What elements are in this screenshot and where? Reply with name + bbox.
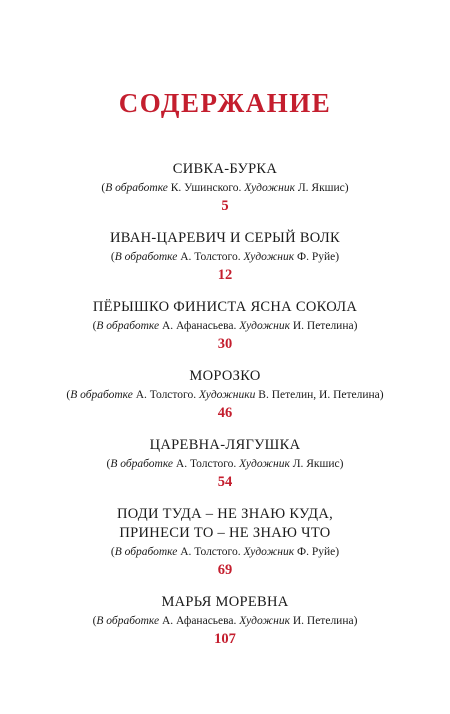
processed-label: В обработке [70, 389, 133, 401]
table-of-contents [0, 160, 450, 662]
story-title: ПЁРЫШКО ФИНИСТА ЯСНА СОКОЛА [92, 299, 358, 315]
processed-by: А. Толстого. [180, 251, 241, 263]
toc-entry[interactable] [0, 367, 450, 422]
processed-by: А. Толстого. [135, 389, 197, 401]
story-credit: (В обработке А. Афанасьева. Художник И. Петелина) [92, 615, 358, 627]
page-number: 46 [217, 405, 233, 421]
story-credit: (В обработке К. Ушинского. Художник Л. Якшис) [101, 182, 349, 194]
story-title: ЦАРЕВНА-ЛЯГУШКА [149, 437, 301, 453]
page-number: 107 [214, 631, 236, 647]
artist-label: Художник [239, 615, 290, 627]
artist-name: Ф. Руйе [297, 546, 336, 558]
story-title: МОРОЗКО [189, 368, 261, 384]
processed-by: А. Афанасьева. [161, 615, 237, 627]
page-number: 54 [217, 474, 233, 490]
story-title: МАРЬЯ МОРЕВНА [161, 594, 289, 610]
artist-label: Художники [198, 389, 256, 401]
story-title: СИВКА-БУРКА [172, 161, 278, 177]
page-number: 12 [217, 267, 233, 283]
artist-label: Художник [244, 182, 295, 194]
page-title: СОДЕРЖАНИЕ [118, 88, 332, 118]
toc-entry[interactable] [0, 298, 450, 353]
artist-name: Ф. Руйе [297, 251, 336, 263]
story-credit: (В обработке А. Толстого. Художник Ф. Руйе) [110, 546, 340, 558]
artist-name: И. Петелина [292, 320, 354, 332]
artist-label: Художник [243, 251, 295, 263]
page-number: 69 [217, 562, 233, 578]
processed-label: В обработке [96, 615, 160, 627]
toc-entry[interactable] [0, 593, 450, 648]
artist-label: Художник [243, 546, 295, 558]
processed-by: А. Толстого. [175, 458, 237, 470]
processed-label: В обработке [110, 458, 174, 470]
artist-name: Л. Якшис [297, 182, 345, 194]
story-title: ИВАН-ЦАРЕВИЧ И СЕРЫЙ ВОЛК [110, 230, 340, 246]
processed-label: В обработке [105, 182, 168, 194]
processed-label: В обработке [96, 320, 160, 332]
story-credit: (В обработке А. Толстого. Художник Л. Якшис) [106, 458, 344, 470]
artist-name: В. Петелин, И. Петелина [258, 389, 380, 401]
processed-by: А. Афанасьева. [161, 320, 237, 332]
artist-label: Художник [239, 458, 290, 470]
page-number: 5 [221, 198, 229, 214]
page-number: 30 [217, 336, 233, 352]
artist-name: И. Петелина [292, 615, 354, 627]
story-credit: (В обработке А. Афанасьева. Художник И. Петелина) [92, 320, 358, 332]
toc-entry[interactable] [0, 505, 450, 579]
story-credit: (В обработке А. Толстого. Художники В. Петелин, И. Петелина) [66, 389, 384, 401]
story-credit: (В обработке А. Толстого. Художник Ф. Руйе) [110, 251, 340, 263]
story-title-line-1: ПОДИ ТУДА – НЕ ЗНАЮ КУДА, [116, 506, 334, 522]
processed-by: К. Ушинского. [170, 182, 242, 194]
story-title-line-2: ПРИНЕСИ ТО – НЕ ЗНАЮ ЧТО [119, 525, 331, 541]
artist-label: Художник [239, 320, 290, 332]
toc-entry[interactable] [0, 160, 450, 215]
processed-by: А. Толстого. [180, 546, 241, 558]
processed-label: В обработке [114, 251, 178, 263]
processed-label: В обработке [114, 546, 178, 558]
toc-entry[interactable] [0, 229, 450, 284]
toc-entry[interactable] [0, 436, 450, 491]
artist-name: Л. Якшис [292, 458, 340, 470]
